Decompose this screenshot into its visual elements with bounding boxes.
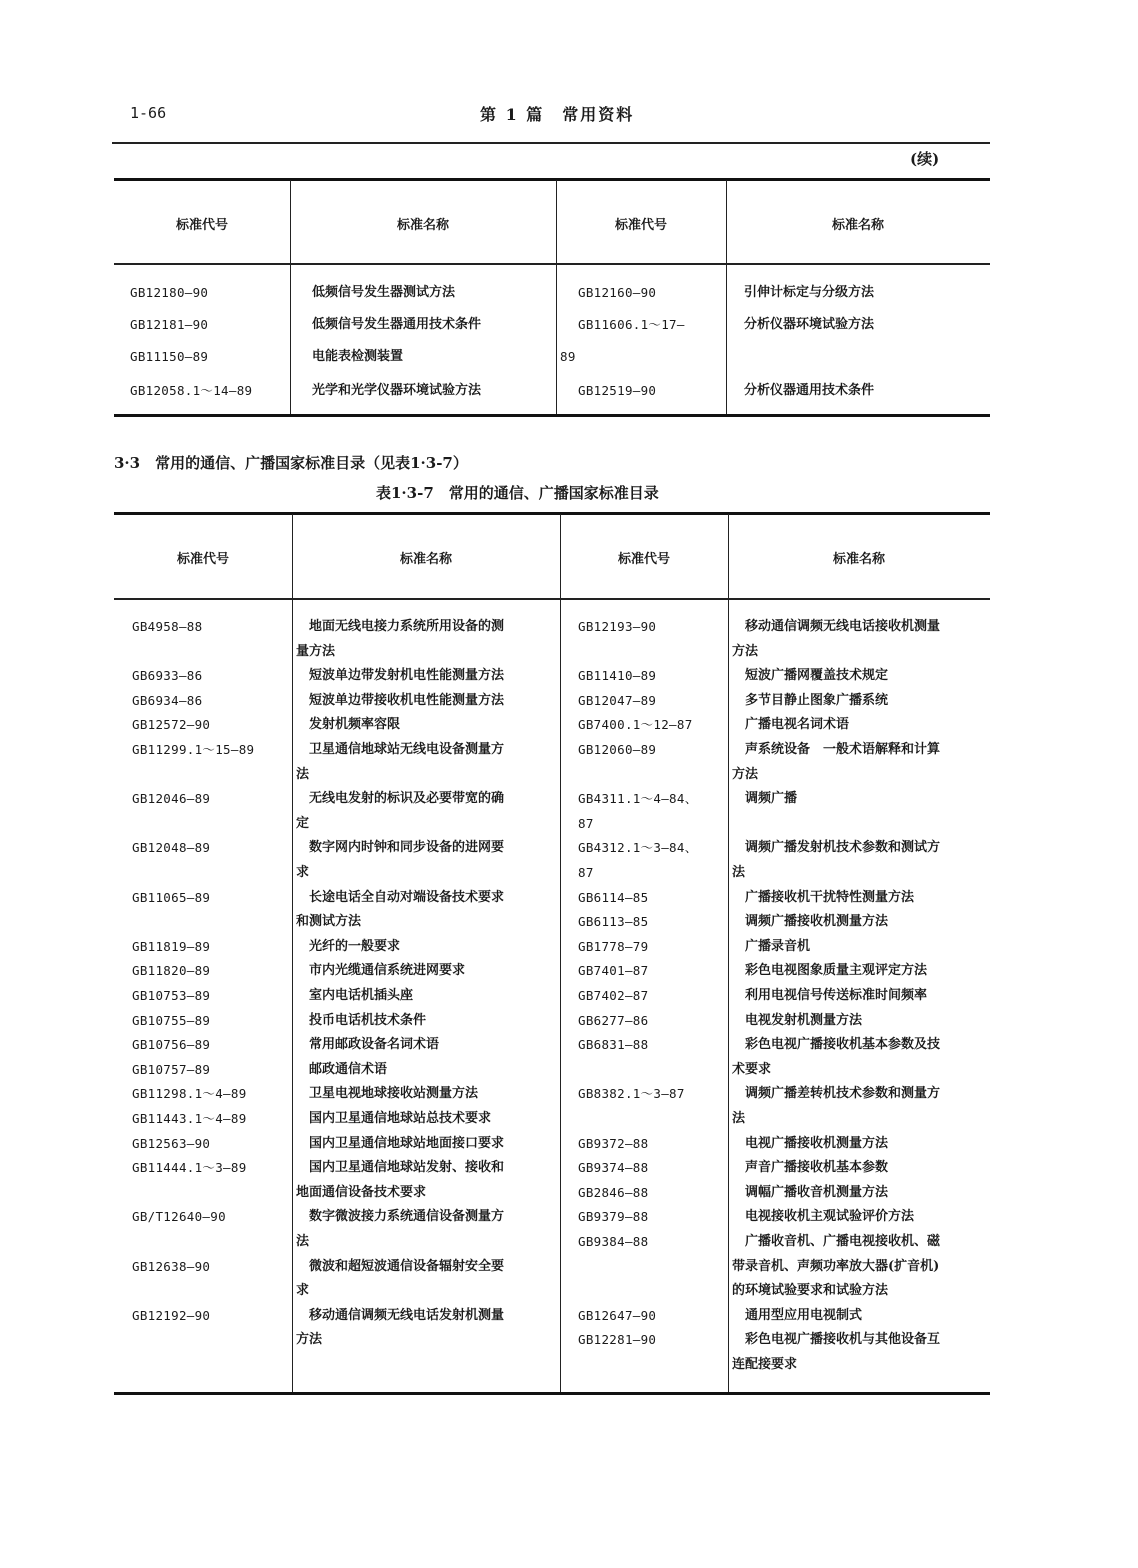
standard-code: GB12638—90 xyxy=(132,1258,211,1274)
standard-code: GB4958—88 xyxy=(132,619,203,634)
standard-name: 彩色电视广播接收机与其他设备互 xyxy=(732,1332,941,1348)
standard-code: GB4311.1～4—84、 xyxy=(578,791,698,807)
standard-code: GB11819—89 xyxy=(132,938,211,954)
standard-name: 市内光缆通信系统进网要求 xyxy=(296,963,466,979)
standard-code: GB7402—87 xyxy=(578,988,649,1003)
standard-name: 国内卫星通信地球站地面接口要求 xyxy=(296,1135,505,1151)
standard-name: 方法 xyxy=(732,643,759,659)
standard-code: GB11820—89 xyxy=(132,963,211,979)
standard-code: GB12563—90 xyxy=(132,1135,211,1151)
standard-name: 法 xyxy=(732,1111,746,1126)
standard-code: GB6114—85 xyxy=(578,889,649,905)
standard-code: GB12281—90 xyxy=(578,1332,657,1348)
standard-code: GB6933—86 xyxy=(132,668,203,684)
standard-code: GB9372—88 xyxy=(578,1135,649,1151)
standard-name: 常用邮政设备名词术语 xyxy=(296,1037,440,1053)
standard-name: 调频广播 xyxy=(732,791,798,807)
standard-code: GB4312.1～3—84、 xyxy=(578,840,698,856)
standard-code: GB/T12640—90 xyxy=(132,1209,226,1225)
standard-code: GB12047—89 xyxy=(578,692,657,708)
standard-code: GB11065—89 xyxy=(132,889,211,905)
header-name: 标准名称 xyxy=(396,218,449,233)
standard-name: 短波单边带发射机电性能测量方法 xyxy=(296,668,505,684)
standard-name: 的环境试验要求和试验方法 xyxy=(732,1283,889,1299)
standard-name: 分析仪器通用技术条件 xyxy=(744,383,875,398)
standard-name: 光学和光学仪器环境试验方法 xyxy=(312,383,482,398)
standard-code: GB12181—90 xyxy=(130,317,209,332)
standard-code: GB12192—90 xyxy=(132,1307,211,1323)
standard-name: 术要求 xyxy=(732,1061,772,1077)
section-heading: 3·3 常用的通信、广播国家标准目录（见表1·3-7） xyxy=(114,454,468,472)
standard-code: GB11443.1～4—89 xyxy=(132,1111,247,1126)
standard-name: 长途电话全自动对端设备技术要求 xyxy=(296,889,505,905)
column-divider xyxy=(292,514,293,1392)
table-top-rule xyxy=(114,512,990,515)
standard-name: 地面无线电接力系统所用设备的测 xyxy=(296,619,505,634)
standard-code: GB11150—89 xyxy=(130,349,209,364)
standard-code: GB12060—89 xyxy=(578,742,657,757)
standard-name: 求 xyxy=(296,1283,310,1299)
standard-name: 发射机频率容限 xyxy=(296,717,401,733)
standard-code: GB10753—89 xyxy=(132,988,211,1003)
standard-code: GB7401—87 xyxy=(578,963,649,979)
standard-code: GB6831—88 xyxy=(578,1037,649,1053)
standard-name: 地面通信设备技术要求 xyxy=(296,1184,427,1200)
standard-name: 广播录音机 xyxy=(732,938,811,954)
continued-label: (续) xyxy=(910,150,940,168)
standard-name: 通用型应用电视制式 xyxy=(732,1307,863,1323)
standard-name: 量方法 xyxy=(296,643,336,659)
standard-name: 电视发射机测量方法 xyxy=(732,1012,863,1028)
standard-name: 电能表检测装置 xyxy=(312,349,404,364)
standard-code: GB2846—88 xyxy=(578,1184,649,1200)
standard-name: 声音广播接收机基本参数 xyxy=(732,1160,889,1176)
standard-code: GB6277—86 xyxy=(578,1012,649,1028)
standard-name: 调频广播接收机测量方法 xyxy=(732,914,889,930)
table-bottom-rule xyxy=(114,414,990,417)
standard-name: 室内电话机插头座 xyxy=(296,988,414,1003)
header-code: 标准代号 xyxy=(176,552,229,567)
standard-code: GB7400.1～12—87 xyxy=(578,717,693,733)
standard-code: GB12048—89 xyxy=(132,840,211,856)
standard-name: 数字微波接力系统通信设备测量方 xyxy=(296,1209,505,1225)
page-header-title: 第 1 篇 常用资料 xyxy=(480,105,635,124)
standard-code: 87 xyxy=(578,865,594,880)
standard-code: GB12193—90 xyxy=(578,619,657,634)
standard-name: 光纤的一般要求 xyxy=(296,938,401,954)
standard-name: 求 xyxy=(296,865,310,880)
table-caption: 表1·3-7 常用的通信、广播国家标准目录 xyxy=(376,484,659,502)
standard-name: 方法 xyxy=(296,1332,323,1348)
standard-code: GB10756—89 xyxy=(132,1037,211,1053)
standard-name: 调频广播差转机技术参数和测量方 xyxy=(732,1086,941,1102)
standard-name: 分析仪器环境试验方法 xyxy=(744,317,875,332)
standard-code: GB11410—89 xyxy=(578,668,657,684)
standard-code: GB11606.1～17— xyxy=(578,317,685,332)
standard-name: 带录音机、声频功率放大器(扩音机) xyxy=(732,1258,940,1274)
standard-name: 无线电发射的标识及必要带宽的确 xyxy=(296,791,505,807)
column-divider xyxy=(560,514,561,1392)
standard-name: 国内卫星通信地球站发射、接收和 xyxy=(296,1160,505,1176)
standard-name: 和测试方法 xyxy=(296,914,362,930)
standard-code: GB12180—90 xyxy=(130,285,209,300)
standard-name: 低频信号发生器测试方法 xyxy=(312,285,456,300)
standard-code: 87 xyxy=(578,815,594,831)
standard-name: 移动通信调频无线电话发射机测量 xyxy=(296,1307,505,1323)
standard-name: 利用电视信号传送标准时间频率 xyxy=(732,988,928,1003)
standard-name: 方法 xyxy=(732,766,759,782)
standard-name: 短波单边带接收机电性能测量方法 xyxy=(296,692,505,708)
standard-code: GB10757—89 xyxy=(132,1061,211,1077)
standards-table xyxy=(114,512,990,1398)
standard-name: 卫星电视地球接收站测量方法 xyxy=(296,1086,479,1102)
standard-code: GB8382.1～3—87 xyxy=(578,1086,685,1102)
standard-code: GB12046—89 xyxy=(132,791,211,807)
standard-name: 法 xyxy=(296,1234,310,1249)
standard-name: 数字网内时钟和同步设备的进网要 xyxy=(296,840,505,856)
standard-name: 调幅广播收音机测量方法 xyxy=(732,1184,889,1200)
standard-name: 微波和超短波通信设备辐射安全要 xyxy=(296,1258,505,1274)
standard-name: 彩色电视图象质量主观评定方法 xyxy=(732,963,928,979)
standards-table-continued xyxy=(114,178,990,418)
standard-code: GB6113—85 xyxy=(578,914,649,930)
header-rule xyxy=(112,142,990,144)
standard-name: 投币电话机技术条件 xyxy=(296,1012,427,1028)
standard-code: GB11444.1～3—89 xyxy=(132,1160,247,1176)
header-name: 标准名称 xyxy=(399,552,452,567)
standard-name: 邮政通信术语 xyxy=(296,1061,388,1077)
standard-name: 法 xyxy=(296,766,310,782)
standard-name: 定 xyxy=(296,815,310,831)
standard-code: GB10755—89 xyxy=(132,1012,211,1028)
header-name: 标准名称 xyxy=(832,552,885,567)
standard-code: GB11299.1～15—89 xyxy=(132,742,255,757)
standard-code: GB6934—86 xyxy=(132,692,203,708)
standard-name: 电视广播接收机测量方法 xyxy=(732,1135,889,1151)
standard-name: 广播接收机干扰特性测量方法 xyxy=(732,889,915,905)
standard-name: 引伸计标定与分级方法 xyxy=(744,285,875,300)
standard-code: GB1778—79 xyxy=(578,938,649,954)
standard-code: GB12058.1～14—89 xyxy=(130,383,253,398)
standard-name: 广播电视名词术语 xyxy=(732,717,850,733)
standard-code: GB9379—88 xyxy=(578,1209,649,1225)
standard-code: GB12519—90 xyxy=(578,383,657,398)
table-header-rule xyxy=(114,263,990,265)
standard-name: 短波广播网覆盖技术规定 xyxy=(732,668,889,684)
standard-name: 彩色电视广播接收机基本参数及技 xyxy=(732,1037,941,1053)
table-header-rule xyxy=(114,598,990,600)
standard-name: 调频广播发射机技术参数和测试方 xyxy=(732,840,941,856)
standard-name: 声系统设备 一般术语解释和计算 xyxy=(732,742,941,757)
table-bottom-rule xyxy=(114,1392,990,1395)
standard-name: 国内卫星通信地球站总技术要求 xyxy=(296,1111,492,1126)
standard-name: 法 xyxy=(732,865,746,880)
standard-name: 广播收音机、广播电视接收机、磁 xyxy=(732,1234,941,1249)
header-code: 标准代号 xyxy=(175,218,228,233)
standard-code: GB12160—90 xyxy=(578,285,657,300)
standard-name: 低频信号发生器通用技术条件 xyxy=(312,317,482,332)
page-number: 1-66 xyxy=(130,104,167,122)
standard-code: GB12572—90 xyxy=(132,717,211,733)
header-name: 标准名称 xyxy=(831,218,884,233)
standard-code: GB11298.1～4—89 xyxy=(132,1086,247,1102)
standard-name: 连配接要求 xyxy=(732,1357,798,1372)
standard-name: 卫星通信地球站无线电设备测量方 xyxy=(296,742,505,757)
standard-code: GB12647—90 xyxy=(578,1307,657,1323)
standard-name: 电视接收机主观试验评价方法 xyxy=(732,1209,915,1225)
header-code: 标准代号 xyxy=(617,552,670,567)
column-divider xyxy=(728,514,729,1392)
standard-code: GB9384—88 xyxy=(578,1234,649,1249)
header-code: 标准代号 xyxy=(614,218,667,233)
standard-code: 89 xyxy=(560,349,576,364)
standard-name: 多节目静止图象广播系统 xyxy=(732,692,889,708)
table-top-rule xyxy=(114,178,990,181)
standard-code: GB9374—88 xyxy=(578,1160,649,1176)
standard-name: 移动通信调频无线电话接收机测量 xyxy=(732,619,941,634)
